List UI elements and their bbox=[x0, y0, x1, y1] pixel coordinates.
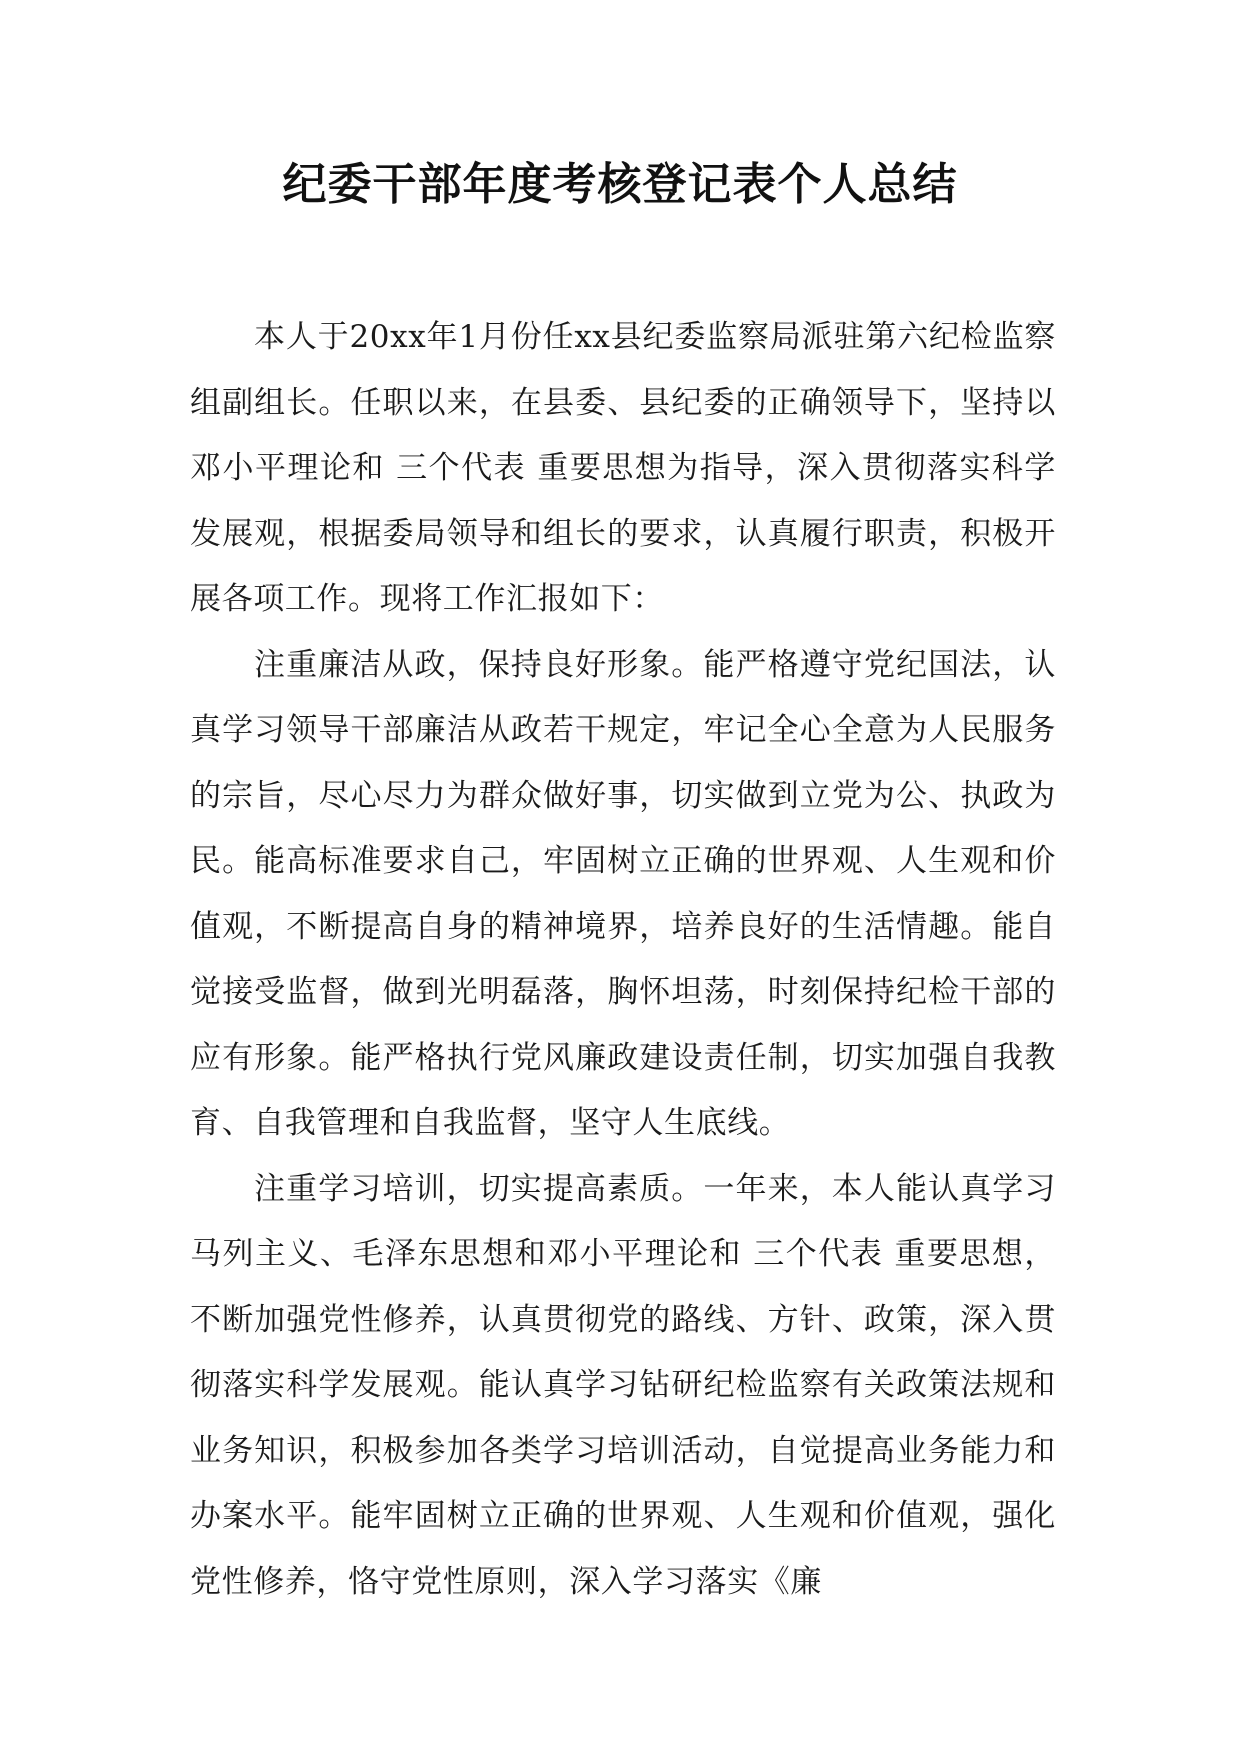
document-body bbox=[190, 305, 1056, 1615]
paragraph-study: 注重学习培训，切实提高素质。一年来，本人能认真学习马列主义、毛泽东思想和邓小平理论和 三个代表 重要思想，不断加强党性修养，认真贯彻党的路线、方针、政策，深入贯彻落实科学发展观。能认真学习钻研纪检监察有关政策法规和业务知识，积极参加各类学习培训活动，自觉提高业务能力和办案水平。能牢固树立正确的世界观、人生观和价值观，强化党性修养，恪守党性原则，深入学习落实《廉 bbox=[190, 1170, 1056, 1600]
page-title: 纪委干部年度考核登记表个人总结 bbox=[282, 159, 958, 210]
paragraph-intro: 本人于20xx年1月份任xx县纪委监察局派驻第六纪检监察组副组长。任职以来，在县委、县纪委的正确领导下，坚持以邓小平理论和 三个代表 重要思想为指导，深入贯彻落实科学发展观，根据委局领导和组长的要求，认真履行职责，积极开展各项工作。现将工作汇报如下： bbox=[190, 319, 1056, 617]
paragraph-integrity: 注重廉洁从政，保持良好形象。能严格遵守党纪国法，认真学习领导干部廉洁从政若干规定，牢记全心全意为人民服务的宗旨，尽心尽力为群众做好事，切实做到立党为公、执政为民。能高标准要求自己，牢固树立正确的世界观、人生观和价值观，不断提高自身的精神境界，培养良好的生活情趣。能自觉接受监督，做到光明磊落，胸怀坦荡，时刻保持纪检干部的应有形象。能严格执行党风廉政建设责任制，切实加强自我教育、自我管理和自我监督，坚守人生底线。 bbox=[190, 646, 1056, 1141]
